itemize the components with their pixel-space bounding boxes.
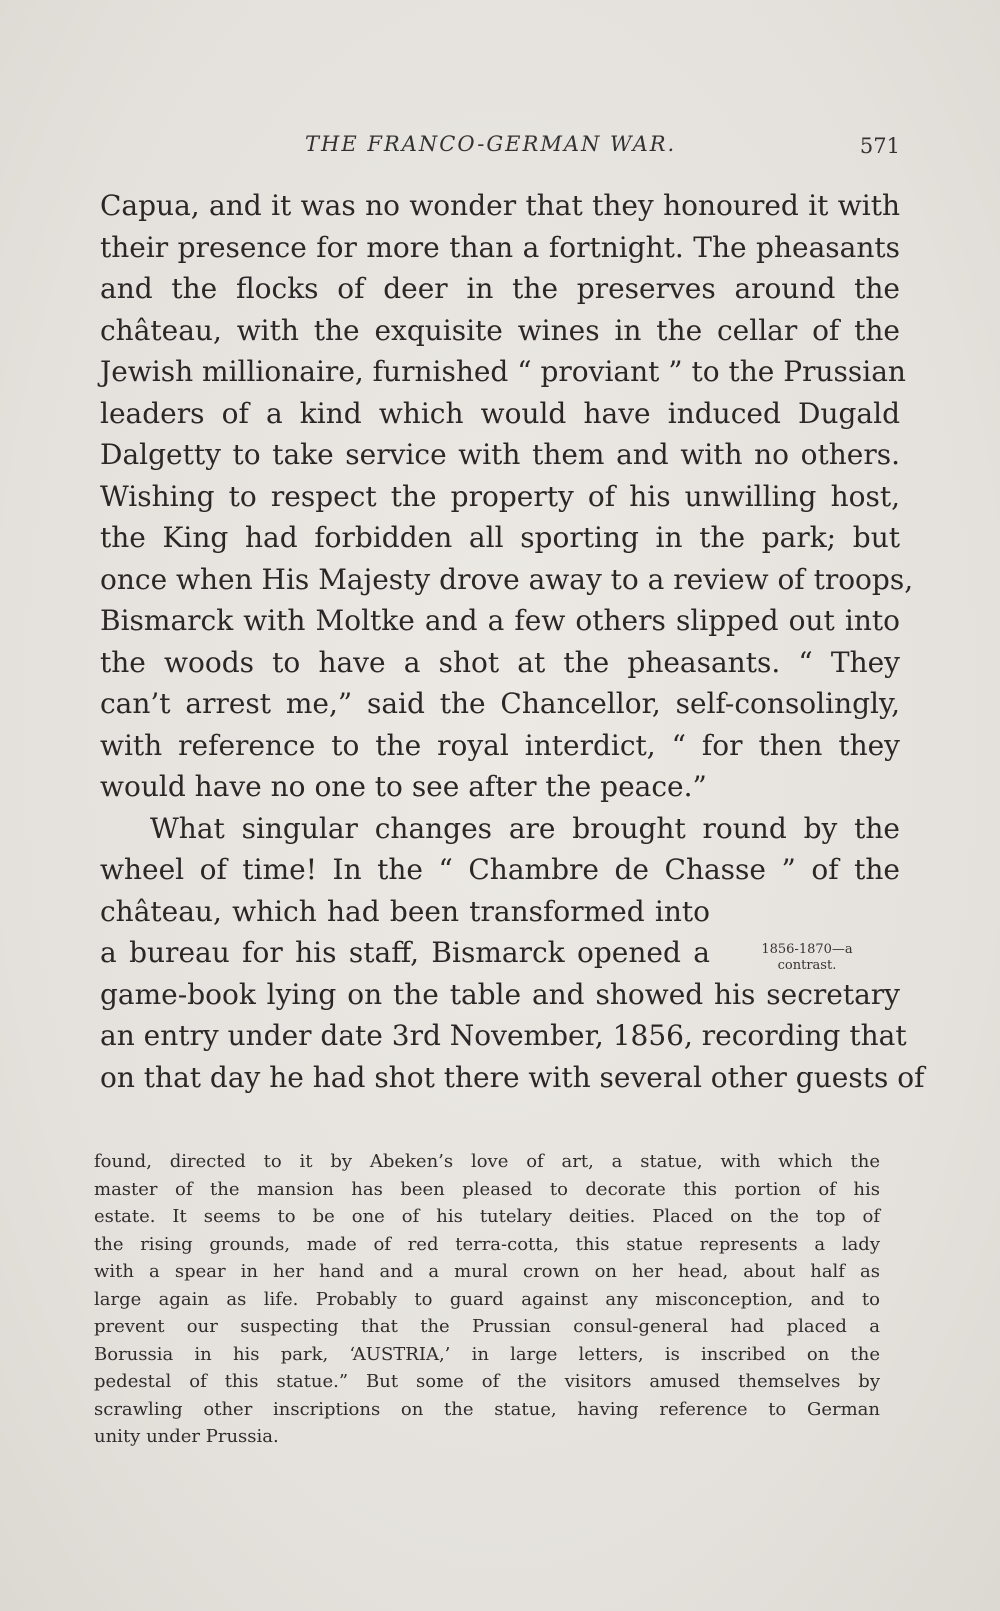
- body-line: wheel of time! In the “ Chambre de Chasse ” of the: [100, 853, 900, 886]
- body-line: château, with the exquisite wines in the cellar of the: [100, 313, 900, 347]
- footnote-line: Borussia in his park, ‘AUSTRIA,’ in large letters, is inscribed on the: [94, 1343, 880, 1365]
- margin-note: [752, 942, 862, 974]
- body-line: Dalgetty to take service with them and with no others.: [100, 438, 900, 471]
- footnote-line: the rising grounds, made of red terra-cotta, this statue represents a lady: [94, 1233, 880, 1255]
- body-line: Jewish millionaire, furnished “ proviant ” to the Prussian: [100, 355, 906, 388]
- running-title: THE FRANCO-GERMAN WAR.: [305, 132, 677, 156]
- footnote-line: estate. It seems to be one of his tutelary deities. Placed on the top of: [94, 1206, 880, 1227]
- body-line: the woods to have a shot at the pheasants. “ They: [100, 645, 900, 679]
- footnote-line: prevent our suspecting that the Prussian consul-general had placed a: [94, 1316, 880, 1337]
- body-line: Capua, and it was no wonder that they honoured it with: [100, 189, 900, 222]
- body-line: their presence for more than a fortnight. The pheasants: [100, 230, 900, 264]
- body-line: game-book lying on the table and showed his secretary: [100, 977, 900, 1011]
- body-line: an entry under date 3rd November, 1856, recording that: [100, 1019, 907, 1052]
- margin-note-line: contrast.: [777, 958, 837, 973]
- body-line: a bureau for his staff, Bismarck opened a: [100, 936, 710, 969]
- body-line: can’t arrest me,” said the Chancellor, self-consolingly,: [100, 687, 900, 720]
- footnote-line: scrawling other inscriptions on the statue, having reference to German: [94, 1398, 880, 1420]
- page-number: 571: [859, 134, 900, 158]
- margin-note-line: 1856-1870—a: [761, 942, 853, 957]
- body-line: Bismarck with Moltke and a few others slipped out into: [100, 604, 900, 637]
- body-line: and the flocks of deer in the preserves around the: [100, 272, 900, 305]
- body-line: with reference to the royal interdict, “ for then they: [100, 728, 900, 762]
- body-line: Wishing to respect the property of his unwilling host,: [100, 479, 900, 513]
- footnote: [94, 1148, 880, 1451]
- body-line: leaders of a kind which would have induced Dugald: [100, 396, 900, 430]
- body-line: on that day he had shot there with several other guests of: [100, 1060, 925, 1094]
- footnote-line: unity under Prussia.: [94, 1426, 279, 1447]
- footnote-line: master of the mansion has been pleased to decorate this portion of his: [94, 1178, 880, 1200]
- running-head: [100, 132, 900, 168]
- body-line: once when His Majesty drove away to a review of troops,: [100, 562, 914, 596]
- footnote-line: with a spear in her hand and a mural crown on her head, about half as: [94, 1261, 880, 1282]
- footnote-line: pedestal of this statue.” But some of the visitors amused themselves by: [94, 1371, 880, 1392]
- footnote-line: found, directed to it by Abeken’s love of art, a statue, with which the: [94, 1151, 880, 1172]
- body-line: the King had forbidden all sporting in the park; but: [100, 521, 900, 554]
- footnote-line: large again as life. Probably to guard against any misconception, and to: [94, 1288, 880, 1310]
- body-line: château, which had been transformed into: [100, 894, 710, 928]
- body-line: What singular changes are brought round by the: [150, 811, 900, 845]
- body-line: would have no one to see after the peace.”: [100, 770, 707, 803]
